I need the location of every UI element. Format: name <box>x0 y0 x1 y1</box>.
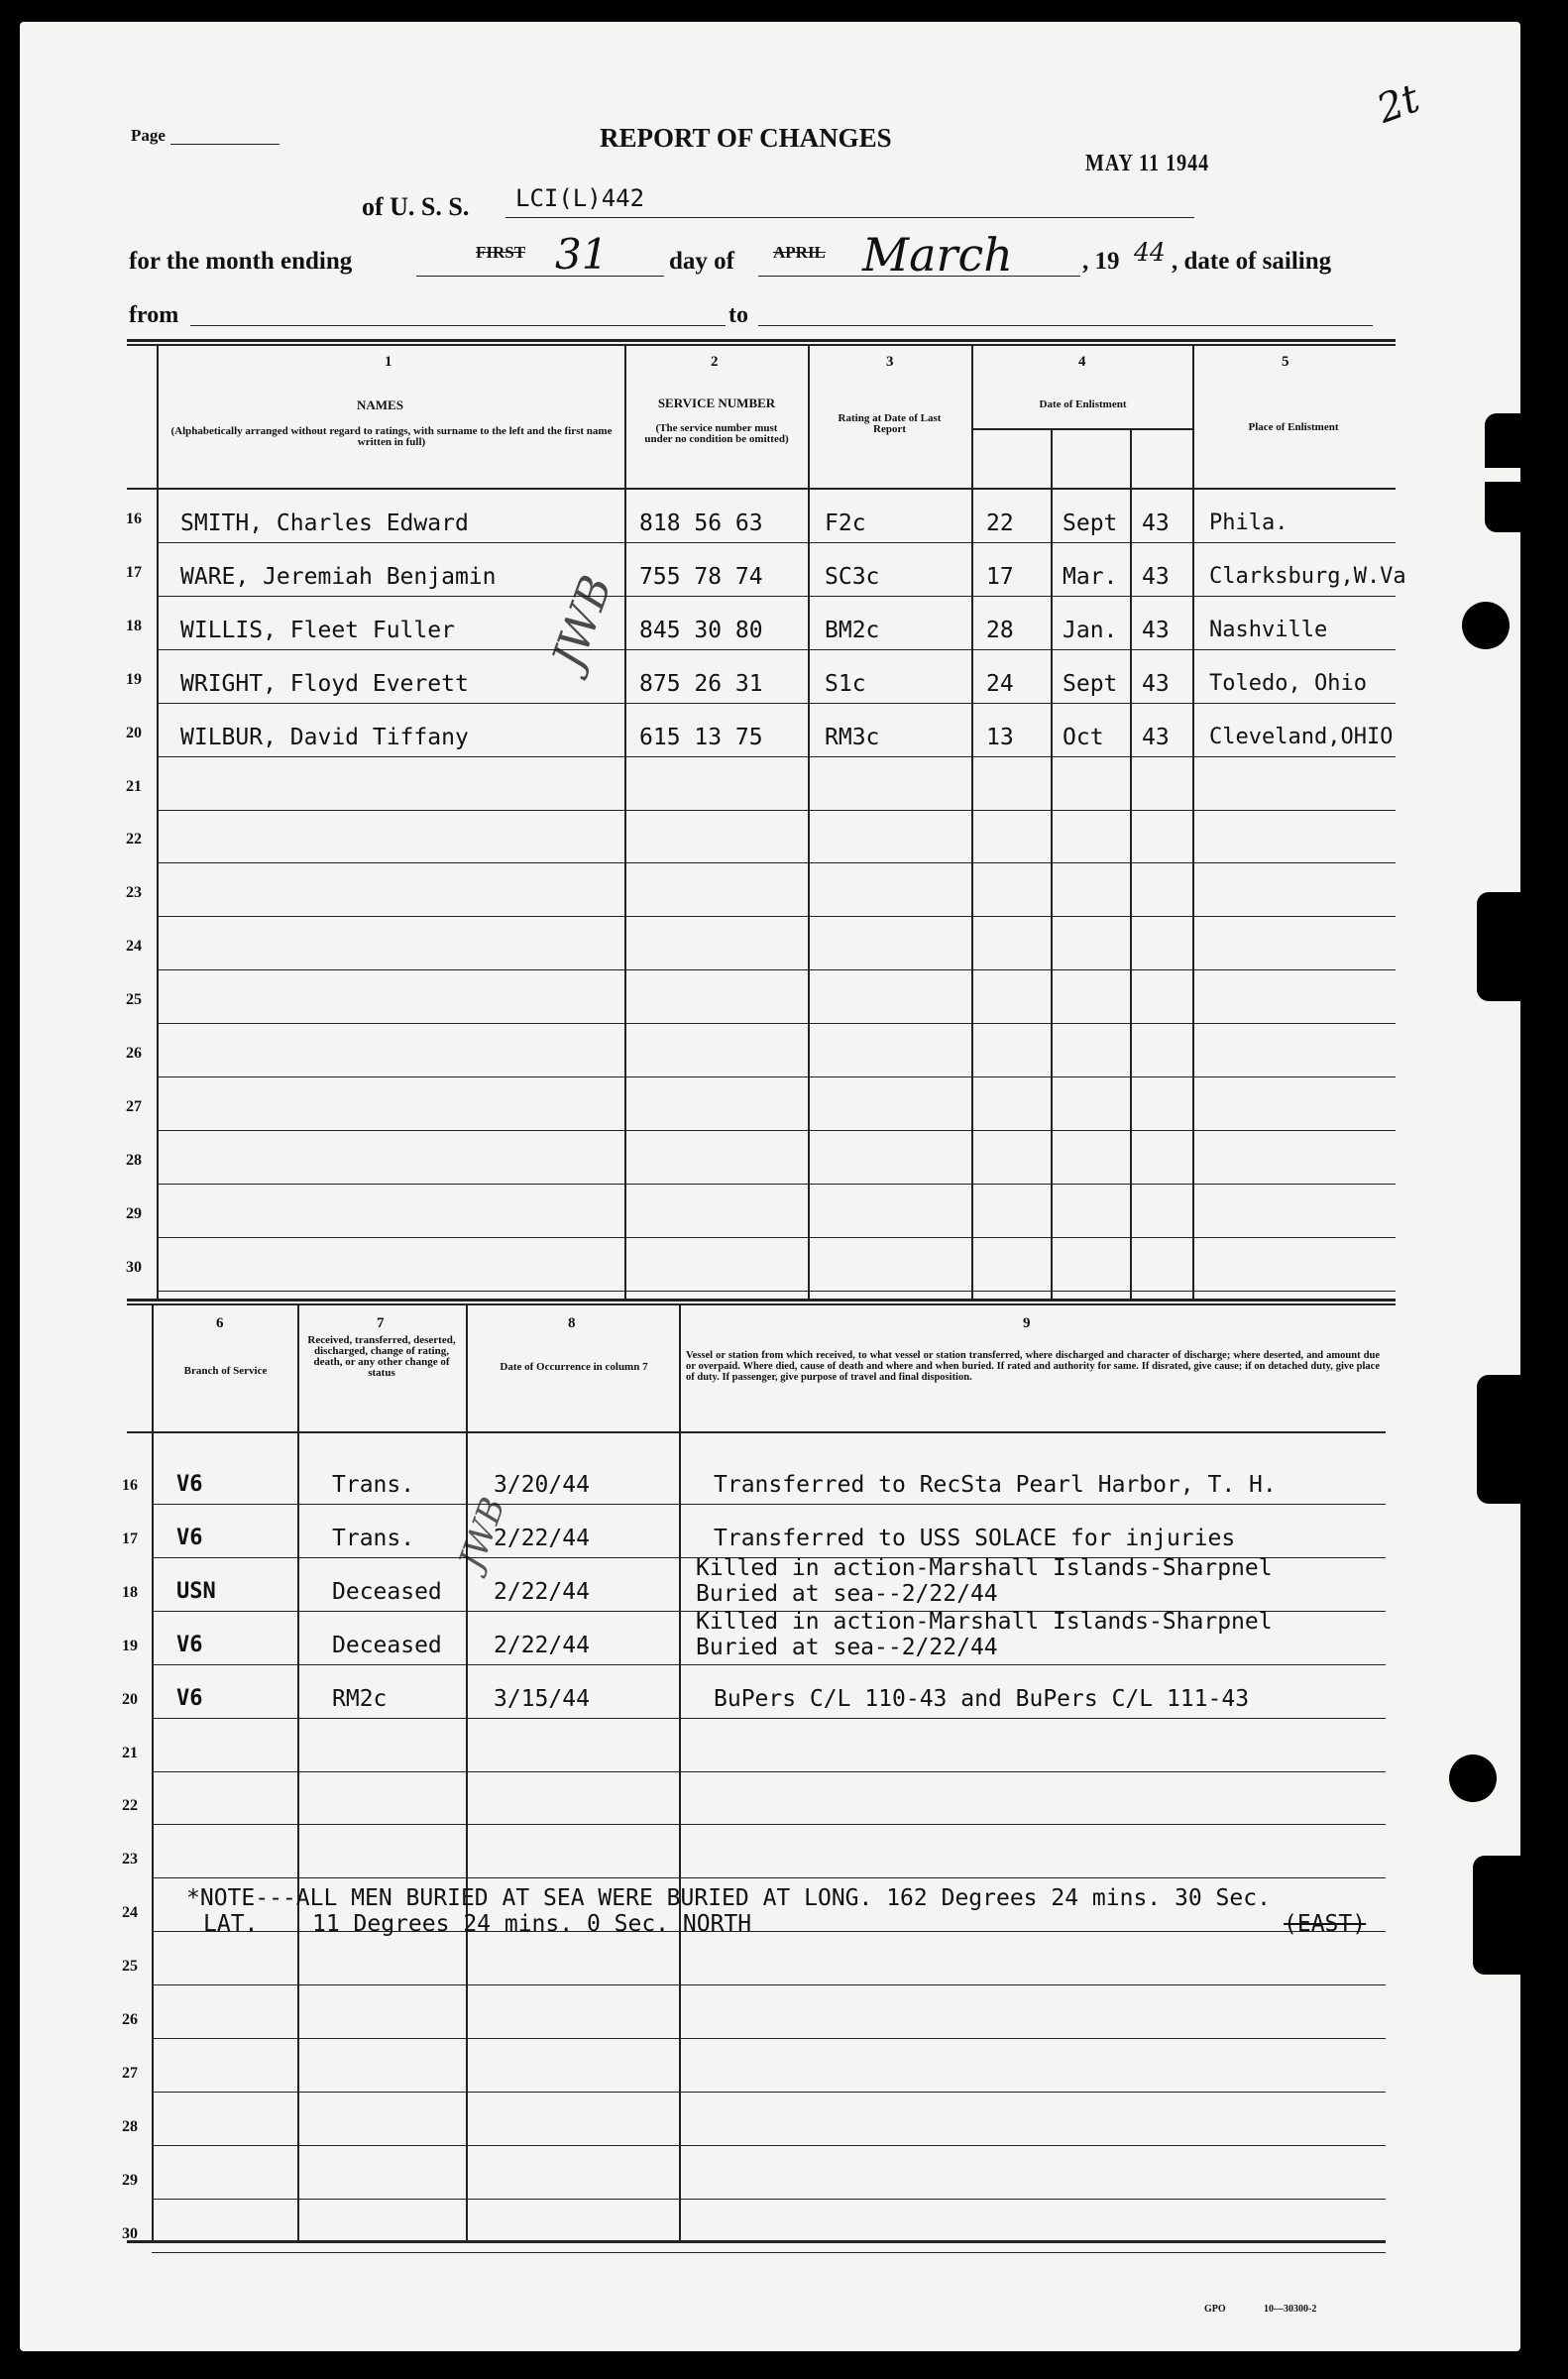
row-number: 23 <box>126 884 142 902</box>
row-rule <box>157 969 1396 970</box>
row-number: 26 <box>126 1045 142 1062</box>
cell-rating: RM3c <box>825 724 880 750</box>
binder-tab <box>1473 1856 1520 1975</box>
row-rule <box>157 1130 1396 1131</box>
cell-name: SMITH, Charles Edward <box>180 510 469 536</box>
row-rule <box>157 649 1396 650</box>
cell-name: WARE, Jeremiah Benjamin <box>180 563 497 590</box>
binder-tab <box>1477 1375 1520 1504</box>
cell-date: 3/15/44 <box>494 1685 590 1712</box>
row-rule <box>152 1824 1386 1825</box>
row-number: 16 <box>126 510 142 527</box>
row-rule <box>157 1291 1396 1292</box>
row-rule <box>157 810 1396 811</box>
cell-mon: Sept <box>1063 670 1118 697</box>
cell-place: Phila. <box>1209 510 1288 535</box>
cell-remark1: BuPers C/L 110-43 and BuPers C/L 111-43 <box>714 1685 1250 1712</box>
col6-title: Branch of Service <box>183 1365 268 1377</box>
row-number: 19 <box>122 1637 138 1654</box>
handwritten-initials-lower: JWB <box>451 1492 514 1575</box>
cell-rating: S1c <box>825 670 866 697</box>
cell-day: 22 <box>986 510 1014 536</box>
cell-svc: 875 26 31 <box>639 670 763 697</box>
cell-remark2: Buried at sea--2/22/44 <box>696 1634 998 1660</box>
cell-place: Cleveland,OHIO <box>1209 724 1394 749</box>
cell-place: Toledo, Ohio <box>1209 670 1367 696</box>
cell-day: 13 <box>986 724 1014 750</box>
row-rule <box>157 1184 1396 1185</box>
col5-title: Place of Enlistment <box>1248 421 1339 433</box>
row-number: 28 <box>122 2117 138 2135</box>
cell-svc: 818 56 63 <box>639 510 763 536</box>
cell-place: Clarksburg,W.Va <box>1209 563 1406 589</box>
row-number: 22 <box>126 831 142 849</box>
row-number: 19 <box>126 670 142 688</box>
cell-date: 2/22/44 <box>494 1578 590 1605</box>
col3-title: Rating at Date of Last Report <box>838 412 942 435</box>
row-number: 29 <box>126 1204 142 1222</box>
col4-title: Date of Enlistment <box>1039 398 1127 410</box>
day-struck: FIRST <box>476 243 526 262</box>
row-rule <box>157 756 1396 757</box>
punch-hole <box>1449 1755 1497 1802</box>
row-rule <box>157 703 1396 704</box>
row-rule <box>157 916 1396 917</box>
col7-number: 7 <box>377 1315 385 1331</box>
col8-title: Date of Occurrence in column 7 <box>500 1361 648 1373</box>
row-number: 20 <box>122 1690 138 1708</box>
row-rule <box>152 2252 1386 2253</box>
col2-note: (The service number must under no condition be omitted) <box>644 422 789 445</box>
cell-branch: V6 <box>176 1472 203 1497</box>
row-number: 27 <box>126 1097 142 1115</box>
row-rule <box>152 2038 1386 2039</box>
report-title: REPORT OF CHANGES <box>600 123 892 153</box>
cell-day: 17 <box>986 563 1014 590</box>
row-number: 18 <box>122 1583 138 1601</box>
col2-title: SERVICE NUMBER <box>657 396 776 410</box>
cell-mon: Jan. <box>1063 617 1118 643</box>
cell-svc: 755 78 74 <box>639 563 763 590</box>
col1-number: 1 <box>385 354 392 370</box>
binder-tab <box>1477 892 1520 1001</box>
row-number: 28 <box>126 1151 142 1169</box>
cell-status: Deceased <box>332 1632 442 1658</box>
cell-yr: 43 <box>1142 563 1170 590</box>
year-prefix: , 19 <box>1082 248 1120 275</box>
sailing-label: , date of sailing <box>1172 248 1332 275</box>
row-rule <box>152 1984 1386 1985</box>
year-handwritten: 44 <box>1134 238 1166 267</box>
row-number: 22 <box>122 1797 138 1815</box>
row-rule <box>152 1771 1386 1772</box>
month-handwritten: March <box>862 228 1013 282</box>
page-label: Page <box>131 126 166 145</box>
col9-title: Vessel or station from which received, to what vessel or station transferred, where discharged and character of discharge; where deserted, and amount due or overpaid. Where died, cause of death and where and when buried. If rated and authority for same. If disrated, give cause; if on detached duty, give place of duty. If passenger, give purpose of travel and final disposition. <box>686 1350 1380 1383</box>
day-of-label: day of <box>669 248 734 275</box>
row-number: 30 <box>126 1258 142 1276</box>
corner-mark: 2t <box>1371 75 1426 133</box>
form-number: 10—30300-2 <box>1264 2304 1317 2315</box>
cell-remark1: Transferred to USS SOLACE for injuries <box>714 1525 1236 1551</box>
uss-label: of U. S. S. <box>362 192 470 221</box>
row-rule <box>157 862 1396 863</box>
punch-hole <box>1462 602 1510 649</box>
cell-branch: V6 <box>176 1632 203 1657</box>
burial-note-lat: LAT. <box>203 1911 259 1937</box>
col5-number: 5 <box>1282 354 1289 370</box>
row-number: 24 <box>126 938 142 956</box>
cell-name: WRIGHT, Floyd Everett <box>180 670 469 697</box>
col1-title: NAMES <box>357 397 403 412</box>
row-rule <box>152 2092 1386 2093</box>
cell-yr: 43 <box>1142 724 1170 750</box>
row-rule <box>152 1877 1386 1878</box>
cell-name: WILBUR, David Tiffany <box>180 724 469 750</box>
burial-note-line1: *NOTE---ALL MEN BURIED AT SEA WERE BURIED AT LONG. 162 Degrees 24 mins. 30 Sec. <box>186 1885 1271 1911</box>
burial-note-line2: 11 Degrees 24 mins. 0 Sec. NORTH <box>312 1911 752 1937</box>
row-number: 27 <box>122 2064 138 2082</box>
cell-status: Trans. <box>332 1525 415 1551</box>
col7-title: Received, transferred, deserted, discharged, change of rating, death, or any other change of status <box>307 1334 456 1379</box>
col2-number: 2 <box>711 354 719 370</box>
col1-note: (Alphabetically arranged without regard to ratings, with surname to the left and the first name written in full) <box>170 425 613 448</box>
cell-name: WILLIS, Fleet Fuller <box>180 617 455 643</box>
cell-remark2: Buried at sea--2/22/44 <box>696 1580 998 1607</box>
col3-number: 3 <box>886 354 894 370</box>
col4-number: 4 <box>1078 354 1086 370</box>
row-number: 30 <box>122 2224 138 2242</box>
cell-mon: Oct <box>1063 724 1104 750</box>
cell-place: Nashville <box>1209 617 1328 642</box>
row-number: 21 <box>122 1744 138 1761</box>
day-handwritten: 31 <box>555 230 609 279</box>
cell-remark1: Transferred to RecSta Pearl Harbor, T. H. <box>714 1472 1277 1498</box>
cell-status: Deceased <box>332 1578 442 1605</box>
gpo-label: GPO <box>1204 2304 1226 2315</box>
row-rule <box>152 1718 1386 1719</box>
row-number: 17 <box>122 1529 138 1547</box>
col8-number: 8 <box>568 1315 576 1331</box>
row-number: 18 <box>126 617 142 634</box>
to-label: to <box>728 302 748 328</box>
row-rule <box>152 1504 1386 1505</box>
cell-remark1: Killed in action-Marshall Islands-Sharpnel <box>696 1608 1273 1635</box>
row-number: 16 <box>122 1477 138 1494</box>
from-label: from <box>129 302 179 328</box>
row-rule <box>157 1076 1396 1077</box>
row-number: 26 <box>122 2011 138 2028</box>
row-number: 21 <box>126 777 142 795</box>
col9-number: 9 <box>1023 1315 1031 1331</box>
row-rule <box>152 2199 1386 2200</box>
row-number: 24 <box>122 1904 138 1922</box>
cell-branch: USN <box>176 1578 216 1604</box>
row-number: 23 <box>122 1851 138 1869</box>
row-rule <box>157 1023 1396 1024</box>
cell-status: Trans. <box>332 1472 415 1498</box>
cell-remark1: Killed in action-Marshall Islands-Sharpnel <box>696 1554 1273 1581</box>
row-number: 25 <box>122 1958 138 1976</box>
cell-day: 28 <box>986 617 1014 643</box>
ship-designation: LCI(L)442 <box>515 184 645 212</box>
cell-status: RM2c <box>332 1685 388 1712</box>
month-struck: APRIL <box>773 243 826 262</box>
cell-rating: BM2c <box>825 617 880 643</box>
cell-svc: 845 30 80 <box>639 617 763 643</box>
handwritten-initials: JWB <box>542 569 622 675</box>
date-stamp: MAY 11 1944 <box>1085 150 1210 177</box>
document-page <box>20 22 1520 2351</box>
cell-date: 2/22/44 <box>494 1525 590 1551</box>
row-rule <box>157 1237 1396 1238</box>
row-rule <box>157 542 1396 543</box>
cell-branch: V6 <box>176 1525 203 1550</box>
cell-mon: Sept <box>1063 510 1118 536</box>
cell-day: 24 <box>986 670 1014 697</box>
row-number: 25 <box>126 991 142 1009</box>
cell-yr: 43 <box>1142 510 1170 536</box>
cell-svc: 615 13 75 <box>639 724 763 750</box>
cell-rating: F2c <box>825 510 866 536</box>
row-rule <box>157 596 1396 597</box>
cell-date: 3/20/44 <box>494 1472 590 1498</box>
month-ending-label: for the month ending <box>129 248 353 275</box>
row-number: 20 <box>126 724 142 741</box>
cell-date: 2/22/44 <box>494 1632 590 1658</box>
cell-rating: SC3c <box>825 563 880 590</box>
cell-yr: 43 <box>1142 670 1170 697</box>
row-rule <box>152 2145 1386 2146</box>
cell-branch: V6 <box>176 1685 203 1711</box>
cell-mon: Mar. <box>1063 563 1118 590</box>
col6-number: 6 <box>216 1315 224 1331</box>
row-rule <box>152 1664 1386 1665</box>
row-number: 17 <box>126 563 142 581</box>
burial-note-east: (EAST) <box>1284 1911 1367 1937</box>
cell-yr: 43 <box>1142 617 1170 643</box>
row-number: 29 <box>122 2171 138 2189</box>
